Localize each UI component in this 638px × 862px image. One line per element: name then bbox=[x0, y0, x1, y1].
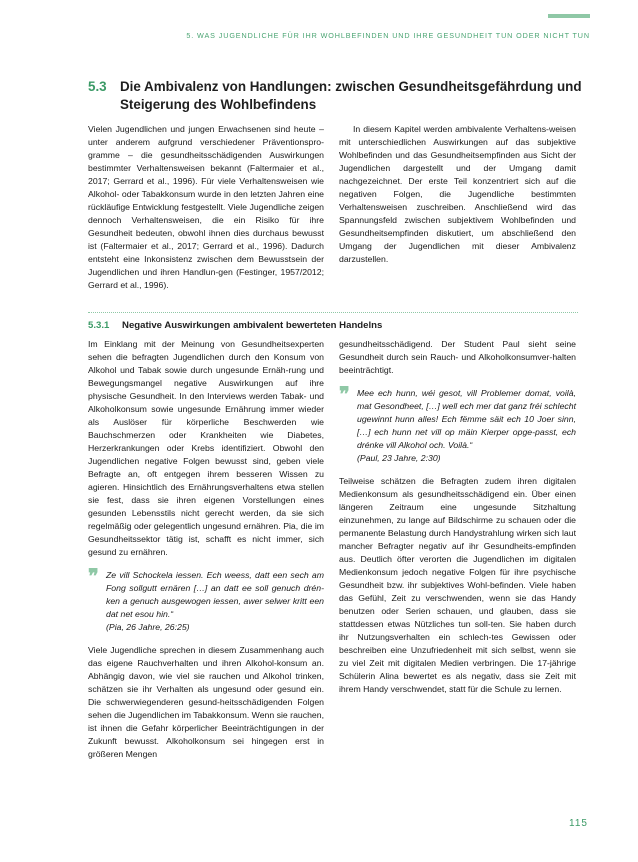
main-right-column bbox=[339, 338, 576, 696]
subsection-number: 5.3.1 bbox=[88, 320, 110, 331]
section-number: 5.3 bbox=[88, 79, 107, 94]
section-title: Die Ambivalenz von Handlungen: zwischen Gesundheitsgefährdung und Steigerung des Wohlbefindens bbox=[120, 79, 582, 112]
page-number: 115 bbox=[569, 818, 588, 829]
quote-mark-icon: ❞ bbox=[88, 564, 99, 588]
intro-paragraph: In diesem Kapitel werden ambivalente Verhaltens-weisen mit unterschiedlichen Auswirkungen auf das subjektive Wohlbefinden und das Gesundheitsempfinden aus Sicht der Jugendlichen dargestellt und der Umgang damit nachgezeichnet. Der erste Teil konzentriert sich auf die negativen Folgen, die Jugendliche bestimmten Verhaltensweisen zuschreiben. Anschließend wird das Spannungsfeld zwischen subjektivem Wohlbefinden und Gesundheitsempfinden diskutiert, um abschließend den Umgang der Jugendlichen mit dieser Ambivalenz darzustellen. bbox=[339, 124, 576, 264]
quote-mark-icon: ❞ bbox=[339, 382, 350, 406]
body-paragraph: Viele Jugendliche sprechen in diesem Zusammenhang auch das eigene Rauchverhalten und ihren Alkohol-konsum an. Abhängig davon, wie viel sie rauchen und Alkohol trinken, schätzen sie ihr Verhalten als ungesund oder gesund ein. Die schwerwiegenderen gesund-heitsschädigenden Folgen sehen die Jugendlichen im Tabakkonsum. Wenn sie rauchen, ist ihnen die Gefahr körperlicher Beeinträchtigungen in der Zukunft bewusst. Alkoholkonsum sei hingegen erst in größeren Mengen bbox=[88, 645, 324, 759]
subsection-title: Negative Auswirkungen ambivalent bewerteten Handelns bbox=[122, 320, 383, 331]
interview-quote bbox=[339, 382, 576, 465]
quote-text: Ze vill Schockela iessen. Ech weess, datt een sech am Fong sollgutt ernären […] an datt ee soll genuch drén-ken a genuch ausgewogen iessen, awer selwer kritt een dat net esou hin.“ bbox=[106, 570, 324, 619]
body-paragraph: Teilweise schätzen die Befragten zudem ihren digitalen Medienkonsum als gesundheitsschädigend ein. Über einen längeren Zeitraum eine ungesunde Sitzhaltung einzunehmen, zu lange auf Bildschirme zu schauen oder die permanente Belastung durch Handystrahlung wirken sich laut mancher Befragter negativ auf ihr Gesundheits-empfinden aus. Deutlich öfter verorten die Jugendlichen im digitalen Medienkonsum jedoch negative Folgen für ihre psychische Gesundheit bzw. ihr subjektives Wohl-befinden. Viele haben das Gefühl, Zeit zu verschwenden, wenn sie das Handy benutzen oder Serien schauen, und glauben, dass sie stattdessen etwas Nützliches tun soll-ten. Sie haben durch ihr Nutzungsverhalten ein schlech-tes Gewissen oder beschreiben eine Unzufriedenheit mit sich selbst, wenn sie zu viel Zeit mit digitalen Medien verbringen. Die 17-jährige Schülerin Alina bewertet es als negativ, dass sie Zeit mit ihrem Handy verschwendet, statt für die Schule zu lernen. bbox=[339, 476, 576, 694]
body-paragraph: gesundheitsschädigend. Der Student Paul sieht seine Gesundheit durch sein Rauch- und Alkoholkonsumver-halten beeinträchtigt. bbox=[339, 339, 576, 375]
intro-left-column bbox=[88, 123, 324, 292]
section-heading bbox=[88, 78, 588, 114]
interview-quote bbox=[88, 564, 324, 634]
body-paragraph: Im Einklang mit der Meinung von Gesundheitsexperten sehen die befragten Jugendlichen durch den Konsum von Alkohol und Tabak sowie durch ungesunde Ernäh-rung und Bewegungsmangel negative Auswirkungen auf ihre physische Gesundheit. In den Interviews werden Tabak- und Alkoholkonsum sowie ungesunde Ernährung immer wieder als Auslöser für körperliche Beschwerden wie Bauchschmerzen oder Krankheiten wie Diabetes, Herzerkrankungen oder Krebs identifiziert. Obwohl den Jugendlichen negative Folgen bewusst sind, geben viele Befragte an, oft entgegen ihrem besseren Wissen zu agieren. Hinsichtlich des Ernährungsverhaltens etwa stellen sie fest, dass sie ihren eigenen Vorstellungen eines gesunden Lebensstils nicht gerecht werden, da sie sich regelmäßig oder gelegentlich ungesund ernähren. Pia, die im Gesundheitssektor tätig ist, schafft es nicht immer, sich gesund zu ernähren. bbox=[88, 339, 324, 557]
quote-source: (Paul, 23 Jahre, 2:30) bbox=[357, 453, 441, 463]
intro-right-column bbox=[339, 123, 576, 266]
quote-source: (Pia, 26 Jahre, 26:25) bbox=[106, 622, 190, 632]
running-header: 5. WAS JUGENDLICHE FÜR IHR WOHLBEFINDEN UND IHRE GESUNDHEIT TUN ODER NICHT TUN bbox=[186, 31, 590, 40]
quote-text: Mee ech hunn, wéi gesot, vill Problemer domat, voilà, mat Gesondheet, […] well ech mer dat ganz fréi schlecht ugewinnt hunn alles! Ech fëmme säit ech 10 Joer sinn, […] ech hunn net vill op mäin Kierper opge-passt, ech drénke vill Alkohol och. Voilà.“ bbox=[357, 388, 576, 450]
subsection-heading bbox=[88, 320, 578, 331]
section-divider bbox=[88, 312, 578, 313]
main-left-column bbox=[88, 338, 324, 761]
header-accent-bar bbox=[548, 14, 590, 18]
intro-paragraph: Vielen Jugendlichen und jungen Erwachsenen sind heute – unter anderem aufgrund verschiedener Präventionspro-gramme – die gesundheitsschädigenden Auswirkungen bestimmter Verhaltensweisen bekannt (Faltermaier et al., 2017; Gerrard et al., 1996). Für viele Verhaltensweisen wie Alkohol- oder Tabakkonsum wurde in den letzten Jahren eine rückläufige Entwicklung festgestellt. Viele Jugendliche zeigen dennoch Verhaltensweisen, die ein Risiko für ihre Gesundheit bedeuten, obwohl ihnen dies durchaus bewusst ist (Faltermaier et al., 2017; Gerrard et al., 1996). Dadurch entsteht eine Inkonsistenz zwischen dem Bewusstsein der Jugendlichen und ihren Handlun-gen (Festinger, 1957/2012; Gerrard et al., 1996). bbox=[88, 124, 324, 290]
